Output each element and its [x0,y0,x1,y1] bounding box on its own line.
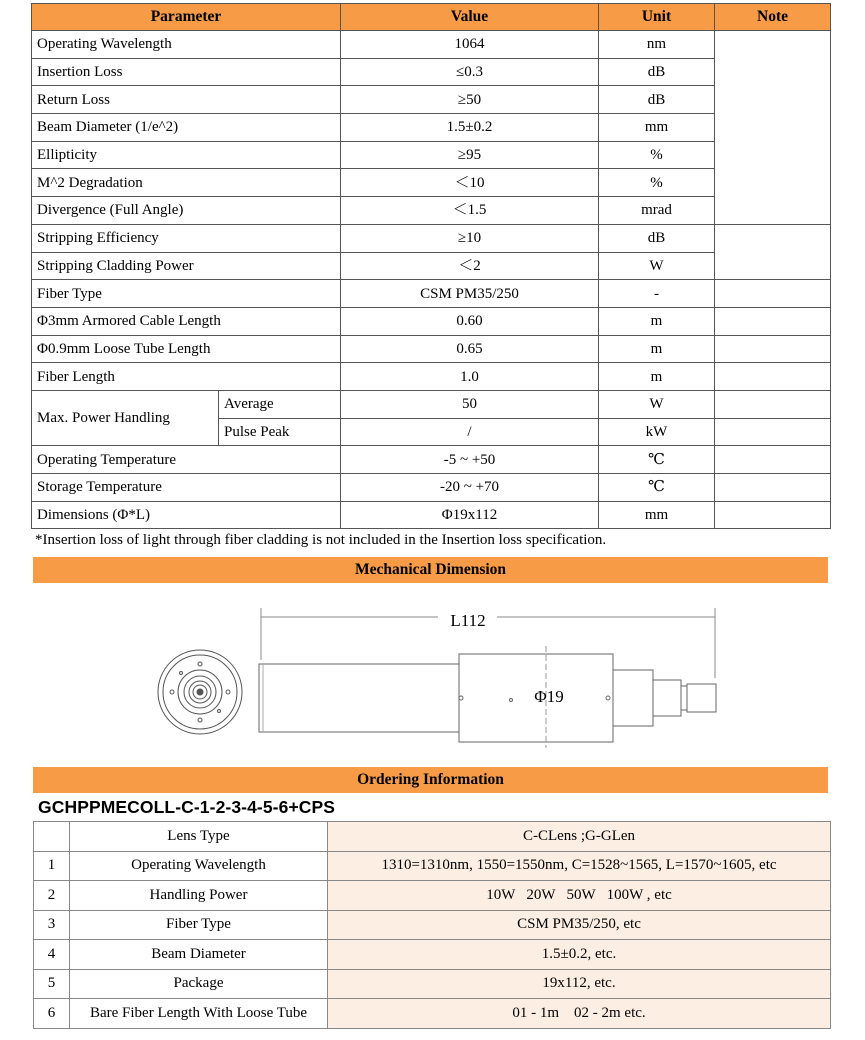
note-cell [715,446,831,474]
spec-table [31,3,831,529]
table-row [32,501,831,529]
footnote: *Insertion loss of light through fiber cladding is not included in the Insertion loss specification. [35,532,607,548]
value-cell: ≥50 [341,86,599,114]
table-row [32,363,831,391]
unit-cell: mrad [599,197,715,225]
power-average-label: Average [219,390,341,418]
note-cell [715,335,831,363]
note-cell [715,501,831,529]
table-row [34,881,831,911]
length-label: L112 [450,611,486,630]
end-view-icon [158,650,242,734]
note-cell [715,252,831,280]
param-cell: Stripping Efficiency [32,224,341,252]
table-row [32,224,831,252]
unit-cell: mm [599,501,715,529]
param-cell: Operating Wavelength [32,31,341,59]
table-row [32,86,831,114]
note-cell [715,197,831,225]
table-row [34,822,831,852]
table-row [34,999,831,1029]
diameter-label: Φ19 [534,687,564,706]
power-peak-value: / [341,418,599,446]
option-name: Operating Wavelength [70,851,328,881]
note-cell [715,141,831,169]
row-number: 6 [34,999,70,1029]
table-row [32,335,831,363]
row-number: 2 [34,881,70,911]
value-cell: 0.65 [341,335,599,363]
table-row [34,940,831,970]
value-cell: ≥95 [341,141,599,169]
unit-cell: dB [599,86,715,114]
ordering-table [33,821,831,1029]
unit-cell: dB [599,58,715,86]
table-row [34,969,831,999]
param-cell: Φ3mm Armored Cable Length [32,307,341,335]
value-cell: CSM PM35/250 [341,280,599,308]
value-cell: 0.60 [341,307,599,335]
option-value: 19x112, etc. [328,969,831,999]
table-row [32,280,831,308]
note-cell [715,58,831,86]
value-cell: ＜10 [341,169,599,197]
unit-cell: dB [599,224,715,252]
table-row [32,474,831,502]
value-cell: 1.5±0.2 [341,114,599,142]
option-value: CSM PM35/250, etc [328,910,831,940]
value-cell: 1064 [341,31,599,59]
table-row [32,446,831,474]
option-name: Handling Power [70,881,328,911]
unit-cell: m [599,363,715,391]
ordering-information-heading: Ordering Information [33,767,828,793]
unit-cell: m [599,335,715,363]
value-cell: -20 ~ +70 [341,474,599,502]
param-cell: Dimensions (Φ*L) [32,501,341,529]
value-cell: ≥10 [341,224,599,252]
note-cell [715,86,831,114]
param-cell: Φ0.9mm Loose Tube Length [32,335,341,363]
param-cell: Insertion Loss [32,58,341,86]
table-row [32,114,831,142]
option-name: Beam Diameter [70,940,328,970]
unit-cell: - [599,280,715,308]
note-cell [715,390,831,418]
param-cell: Fiber Type [32,280,341,308]
param-cell: Fiber Length [32,363,341,391]
row-number [34,822,70,852]
option-value: C-CLens ;G-GLen [328,822,831,852]
unit-cell: m [599,307,715,335]
header-unit: Unit [599,4,715,31]
table-row [32,390,831,418]
note-cell [715,169,831,197]
value-cell: ＜1.5 [341,197,599,225]
value-cell: ≤0.3 [341,58,599,86]
spec-header-row [32,4,831,31]
table-row [32,58,831,86]
option-value: 01 - 1m 02 - 2m etc. [328,999,831,1029]
table-row [32,197,831,225]
power-average-value: 50 [341,390,599,418]
param-cell: Operating Temperature [32,446,341,474]
table-row [32,169,831,197]
unit-cell: W [599,252,715,280]
param-cell: M^2 Degradation [32,169,341,197]
note-cell [715,31,831,59]
unit-cell: % [599,141,715,169]
row-number: 4 [34,940,70,970]
power-peak-label: Pulse Peak [219,418,341,446]
param-cell: Storage Temperature [32,474,341,502]
side-view-icon [259,646,716,748]
row-number: 5 [34,969,70,999]
table-row [34,910,831,940]
option-value: 10W 20W 50W 100W , etc [328,881,831,911]
unit-cell: % [599,169,715,197]
value-cell: -5 ~ +50 [341,446,599,474]
header-note: Note [715,4,831,31]
note-cell [715,474,831,502]
note-cell [715,224,831,252]
table-row [32,141,831,169]
value-cell: Φ19x112 [341,501,599,529]
power-average-unit: W [599,390,715,418]
model-number: GCHPPMECOLL-C-1-2-3-4-5-6+CPS [38,797,336,817]
value-cell: 1.0 [341,363,599,391]
row-number: 3 [34,910,70,940]
param-cell: Beam Diameter (1/e^2) [32,114,341,142]
length-dimension-line [261,608,715,678]
table-row [32,307,831,335]
unit-cell: ℃ [599,446,715,474]
param-cell: Stripping Cladding Power [32,252,341,280]
note-cell [715,307,831,335]
table-row [34,851,831,881]
unit-cell: nm [599,31,715,59]
unit-cell: ℃ [599,474,715,502]
option-name: Package [70,969,328,999]
unit-cell: mm [599,114,715,142]
table-row [32,31,831,59]
value-cell: ＜2 [341,252,599,280]
mechanical-drawing [150,598,730,758]
header-value: Value [341,4,599,31]
option-name: Lens Type [70,822,328,852]
power-param-cell: Max. Power Handling [32,390,219,445]
header-parameter: Parameter [32,4,341,31]
power-peak-unit: kW [599,418,715,446]
note-cell [715,363,831,391]
note-cell [715,418,831,446]
table-row [32,252,831,280]
row-number: 1 [34,851,70,881]
option-value: 1310=1310nm, 1550=1550nm, C=1528~1565, L=1570~1605, etc [328,851,831,881]
note-cell [715,280,831,308]
param-cell: Return Loss [32,86,341,114]
option-name: Fiber Type [70,910,328,940]
option-value: 1.5±0.2, etc. [328,940,831,970]
mechanical-dimension-heading: Mechanical Dimension [33,557,828,583]
note-cell [715,114,831,142]
option-name: Bare Fiber Length With Loose Tube [70,999,328,1029]
param-cell: Divergence (Full Angle) [32,197,341,225]
param-cell: Ellipticity [32,141,341,169]
